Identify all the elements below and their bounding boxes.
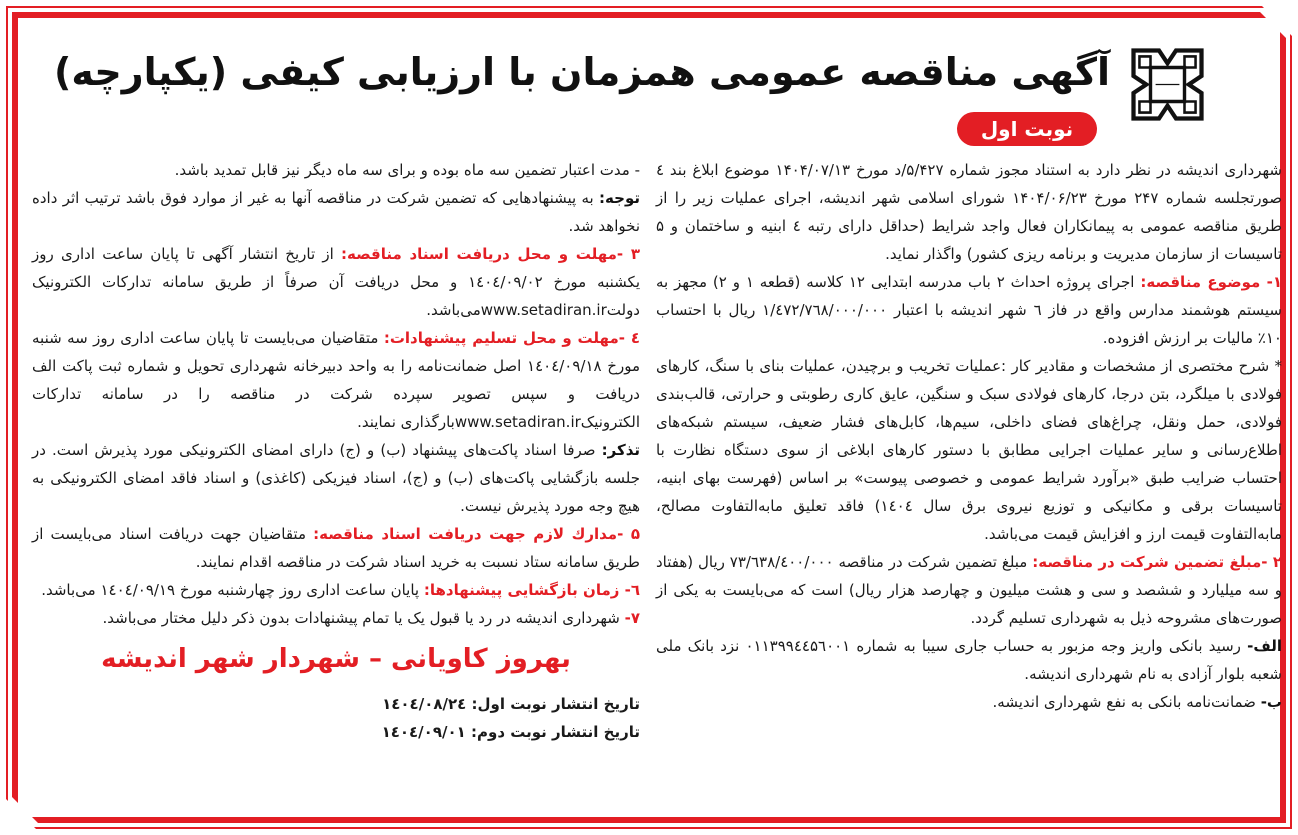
paragraph-text: پایان ساعت اداری روز چهارشنبه مورخ ۱٤۰٤/۰۹/۱۹ می‌باشد. [41, 581, 424, 599]
mayor-signature: بهروز کاویانی – شهردار شهر اندیشه [101, 644, 571, 674]
notice-paragraph [32, 156, 640, 184]
right-column [656, 156, 1282, 716]
paragraph-heading: ٤ -مهلت و محل تسلیم پیشنهادات: [383, 329, 640, 347]
date-first-round [300, 690, 640, 718]
notice-paragraph [32, 576, 640, 604]
paragraph-text: رسید بانکی واریز وجه مزبور به حساب جاری سیبا به شماره ۰۱۱۳۹۹٤٤۵٦۰۰۱ نزد بانک ملی شعبه بلوار آزادی به نام شهرداری اندیشه. [656, 637, 1282, 683]
paragraph-text: صرفا اسناد پاکت‌های پیشنهاد (ب) و (ج) دارای امضای الکترونیکی مورد پذیرش است. در جلسه بازگشایی پاکت‌های (ب) و (ج)، اسناد فیزیکی (کاغذی) و اسناد فاقد امضای الکترونیکی به هیچ وجه مورد پذیرش نیست. [32, 441, 640, 515]
paragraph-text: * شرح مختصری از مشخصات و مقادیر کار :عملیات تخریب و برچیدن، عملیات بنای با سنگ، کارهای فولادی با میلگرد، بتن درجا، کارهای فولادی سبک و سنگین، عایق کاری رطوبتی و حرارتی، قالب‌بندی فولادی، حمل ونقل، چراغ‌های فضای داخلی، سیم‌ها، کابل‌های فشار ضعیف، سیستم شبکه‌های اطلاع‌رسانی و سایر عملیات اجرایی مطابق با دستور کارهای ابلاغی از سوی دستگاه نظارت با احتساب ضرایب طبق «برآورد شرایط عمومی و خصوصی پیوست» بر اساس (فهرست بهای ابنیه، تاسیسات برقی و مکانیکی و توزیع نیروی برق سال ۱٤۰٤) فاقد تعلیق مابه‌التفاوت مصالح، مابه‌التفاوت قیمت ارز و افزایش قیمت می‌باشد. [656, 357, 1282, 543]
notice-paragraph [656, 548, 1282, 632]
paragraph-text: متقاضیان می‌بایست تا پایان ساعت اداری روز سه شنبه مورخ ۱٤۰٤/۰۹/۱۸ اصل ضمانت‌نامه را به واحد دبیرخانه شهرداری تحویل و شماره ثبت پاکت الف دریافت و سپس تصویر سپرده شرکت در مناقصه را در سامانه تدارکات الکترونیکwww.setadiran.irبارگذاری نمایند. [32, 329, 640, 431]
paragraph-heading: ۷- [624, 609, 640, 627]
paragraph-heading: ۳ -مهلت و محل دریافت اسناد مناقصه: [341, 245, 640, 263]
notice-paragraph [32, 240, 640, 324]
paragraph-heading: ۱- موضوع مناقصه: [1140, 273, 1282, 291]
notice-paragraph [656, 688, 1282, 716]
notice-paragraph [32, 520, 640, 576]
left-column-paragraphs [32, 156, 640, 632]
paragraph-heading: ب- [1260, 693, 1282, 711]
first-round-badge: نوبت اول [957, 112, 1097, 146]
date-second-round [300, 718, 640, 746]
notice-paragraph [656, 156, 1282, 268]
paragraph-heading: تذکر: [601, 441, 640, 459]
notice-paragraph [32, 436, 640, 520]
paragraph-heading: ۵ -مدارك لازم جهت دریافت اسناد مناقصه: [313, 525, 640, 543]
date-value: ۱٤۰٤/۰۸/۲٤ [382, 695, 467, 713]
notice-paragraph [656, 352, 1282, 548]
notice-paragraph [32, 184, 640, 240]
notice-paragraph [32, 604, 640, 632]
paragraph-heading: الف- [1247, 637, 1282, 655]
paragraph-text: از تاریخ انتشار آگهی تا پایان ساعت اداری روز یکشنبه مورخ ۱٤۰٤/۰۹/۰۲ و محل دریافت آن صرفاً از طریق سامانه تدارکات الکترونیک دولتwww.setadiran.irمی‌باشد. [32, 245, 641, 319]
paragraph-text: شهرداری اندیشه در نظر دارد به استناد مجوز شماره ۵/۴۲۷/د مورخ ۱۴۰۴/۰۷/۱۳ موضوع ابلاغ بند ٤ صورتجلسه شماره ۲۴۷ مورخ ۱۴۰۴/۰۶/۲۳ شورای اسلامی شهر اندیشه، اجرای عملیات زیر را از طریق مناقصه عمومی به پیمانکاران فعال واجد شرایط (حداقل دارای رتبه ٤ ابنیه و ساختمان و ۵ تاسیسات از سازمان مدیریت و برنامه ریزی کشور) واگذار نماید. [656, 161, 1283, 263]
paragraph-heading: ۲ -مبلغ تضمین شرکت در مناقصه: [1032, 553, 1282, 571]
notice-title: آگهی مناقصه عمومی همزمان با ارزیابی کیفی (یکپارچه) [53, 50, 1110, 94]
paragraph-text: ضمانت‌نامه بانکی به نفع شهرداری اندیشه. [992, 693, 1261, 711]
municipality-logo [1125, 42, 1210, 127]
left-column [32, 156, 640, 746]
notice-paragraph [656, 268, 1282, 352]
paragraph-text: مبلغ تضمین شرکت در مناقصه ۷۳/٦۳۸/٤۰۰/۰۰۰ ریال (هفتاد و سه میلیارد و ششصد و سی و هشت میلیون و چهارصد هزار ریال) است که می‌بایست به یکی از صورت‌های مشروحه ذیل به شهرداری تسلیم گردد. [656, 553, 1282, 627]
paragraph-text: به پیشنهادهایی که تضمین شرکت در مناقصه آنها به غیر از موارد فوق باشد ترتیب اثر داده نخواهد شد. [32, 189, 640, 235]
paragraph-text: اجرای پروژه احداث ۲ باب مدرسه ابتدایی ۱۲ کلاسه (قطعه ۱ و ۲) مجهز به سیستم هوشمند مدارس واقع در فاز ٦ شهر اندیشه با اعتبار ۱/٤۷۲/۷٦۸/۰۰۰/۰۰۰ ریال با احتساب ۱۰٪ مالیات بر ارزش افزوده. [656, 273, 1282, 347]
publication-dates [300, 690, 640, 746]
notice-paragraph [32, 324, 640, 436]
date-label: تاریخ انتشار نوبت اول: [471, 695, 640, 713]
paragraph-text: شهرداری اندیشه در رد یا قبول یک یا تمام پیشنهادات بدون ذکر دلیل مختار می‌باشد. [102, 609, 625, 627]
paragraph-text: متقاضیان جهت دریافت اسناد می‌بایست از طریق سامانه ستاد نسبت به خرید اسناد شرکت در مناقصه اقدام نمایند. [32, 525, 640, 571]
notice-paragraph [656, 632, 1282, 688]
paragraph-text: - مدت اعتبار تضمین سه ماه بوده و برای سه ماه دیگر نیز قابل تمدید باشد. [174, 161, 640, 179]
date-label: تاریخ انتشار نوبت دوم: [471, 723, 640, 741]
paragraph-heading: ٦- زمان بازگشایی پیشنهادها: [423, 581, 640, 599]
paragraph-heading: توجه: [599, 189, 640, 207]
date-value: ۱٤۰٤/۰۹/۰۱ [381, 723, 466, 741]
